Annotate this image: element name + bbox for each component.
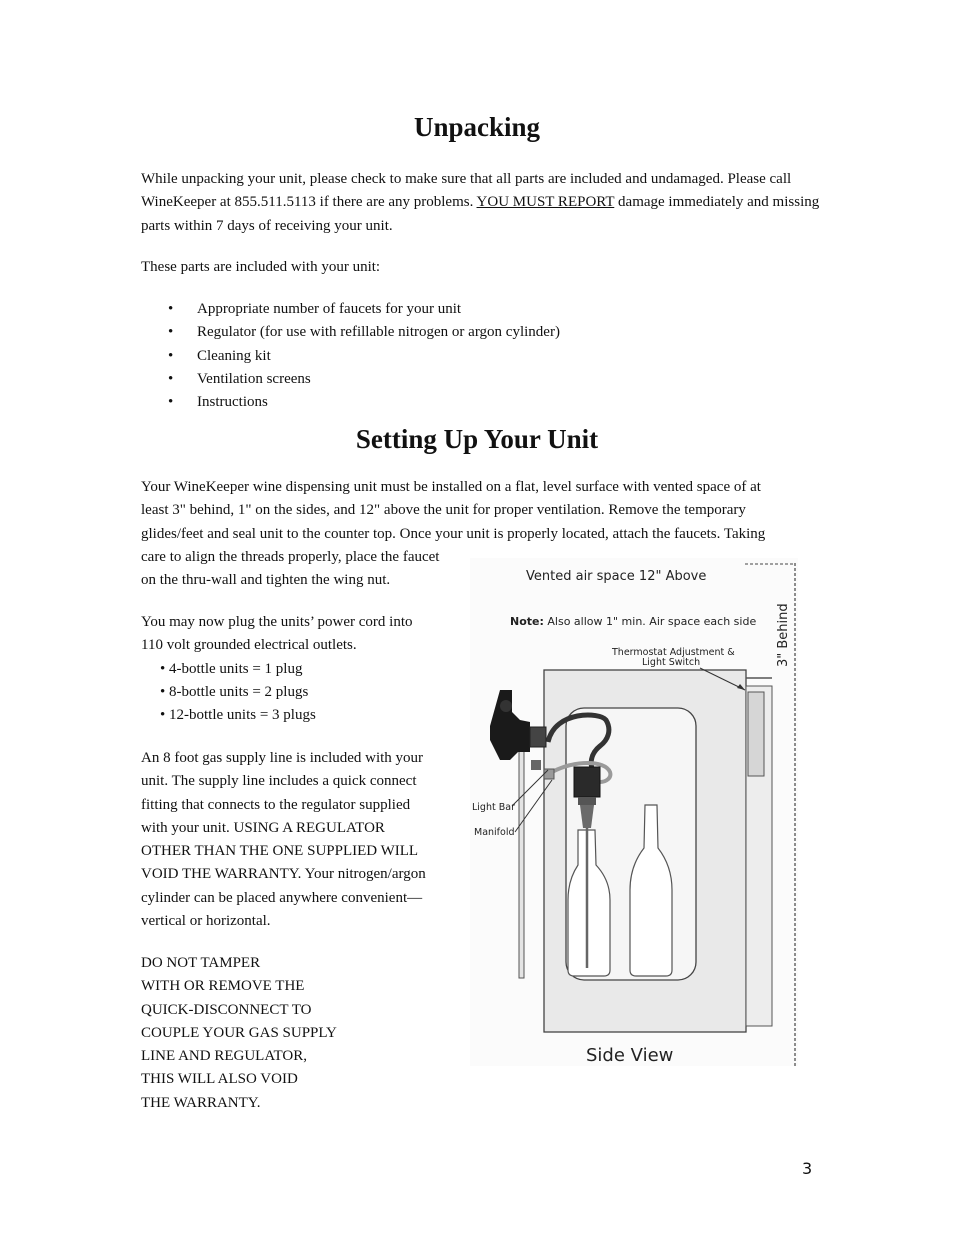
gas-line: VOID THE WARRANTY. Your nitrogen/argon (141, 866, 426, 883)
unpacking-text-b: damage immediately and missing parts within 7 days of receiving your unit. (141, 194, 820, 234)
gas-line: fitting that connects to the regulator supplied (141, 796, 411, 813)
thru-wall-panel (519, 738, 524, 978)
setup-line: care to align the threads properly, place the faucet (141, 548, 440, 565)
parts-intro: These parts are included with your unit: (141, 259, 381, 275)
list-item: • Cleaning kit (168, 345, 560, 368)
faucet-handle-icon (500, 700, 512, 712)
note-text-label: Also allow 1" min. Air space each side (543, 615, 757, 628)
warning-line: QUICK-DISCONNECT TO (141, 1001, 312, 1018)
gas-line: cylinder can be placed anywhere convenient— (141, 889, 423, 906)
page-number: 3 (802, 1159, 813, 1178)
vented-above-label: Vented air space 12" Above (526, 569, 707, 584)
plug-item: • 12-bottle units = 3 plugs (160, 707, 316, 724)
power-line: You may now plug the units’ power cord into (141, 614, 413, 630)
manifold-fitting-box (544, 769, 554, 779)
behind-label: 3" Behind (776, 603, 791, 667)
setup-line: Your WineKeeper wine dispensing unit must be installed on a flat, level surface with vented space of at (141, 479, 761, 495)
power-line: 110 volt grounded electrical outlets. (141, 637, 357, 654)
list-item: • Regulator (for use with refillable nitrogen or argon cylinder) (168, 321, 560, 344)
setup-heading: Setting Up Your Unit (355, 424, 599, 454)
list-item: • Appropriate number of faucets for your unit (168, 298, 560, 321)
manifold-cap (578, 797, 596, 805)
gas-line: An 8 foot gas supply line is included with your (141, 750, 424, 766)
manifold-label: Manifold (474, 827, 515, 838)
gas-line: OTHER THAN THE ONE SUPPLIED WILL (141, 843, 419, 860)
unpacking-heading: Unpacking (413, 112, 541, 142)
warning-line: DO NOT TAMPER (141, 955, 261, 971)
setup-line: glides/feet and seal unit to the counter top. Once your unit is properly located, attach the faucets. Taking (141, 525, 766, 542)
plug-item: • 8-bottle units = 2 plugs (160, 683, 309, 700)
warning-line: WITH OR REMOVE THE (141, 978, 305, 995)
unpacking-text-a: While unpacking your unit, please check to make sure that all parts are included and undamaged. Please call WineKeeper at 855.511.5113 if there are any problems. (141, 171, 792, 211)
setup-line: least 3" behind, 1" on the sides, and 12" above the unit for proper ventilation. Remove the temporary (141, 502, 746, 519)
gas-line: unit. The supply line includes a quick connect (141, 773, 417, 790)
warning-line: COUPLE YOUR GAS SUPPLY (141, 1024, 337, 1041)
list-item: • Instructions (168, 391, 560, 414)
air-space-note (510, 615, 756, 628)
note-bold-label: Note: (510, 615, 544, 628)
light-bar-label: Light Bar (472, 802, 515, 813)
thermostat-label: Thermostat Adjustment & (612, 647, 735, 658)
gas-line: with your unit. USING A REGULATOR (141, 819, 385, 836)
plug-item: • 4-bottle units = 1 plug (160, 660, 303, 677)
faucet-shank (530, 727, 546, 747)
gas-line: vertical or horizontal. (141, 913, 271, 930)
setup-line: on the thru-wall and tighten the wing nut. (141, 572, 391, 589)
warning-line: THIS WILL ALSO VOID (141, 1071, 298, 1088)
light-bar-box (531, 760, 541, 770)
list-item: • Ventilation screens (168, 368, 560, 391)
warning-line: LINE AND REGULATOR, (141, 1048, 307, 1065)
side-view-label: Side View (586, 1045, 674, 1066)
light-switch-label: Light Switch (642, 657, 701, 668)
manifold-block (574, 767, 600, 797)
warning-line: THE WARRANTY. (141, 1094, 261, 1111)
must-report-text: YOU MUST REPORT (476, 194, 615, 211)
thermostat-box (748, 692, 764, 776)
